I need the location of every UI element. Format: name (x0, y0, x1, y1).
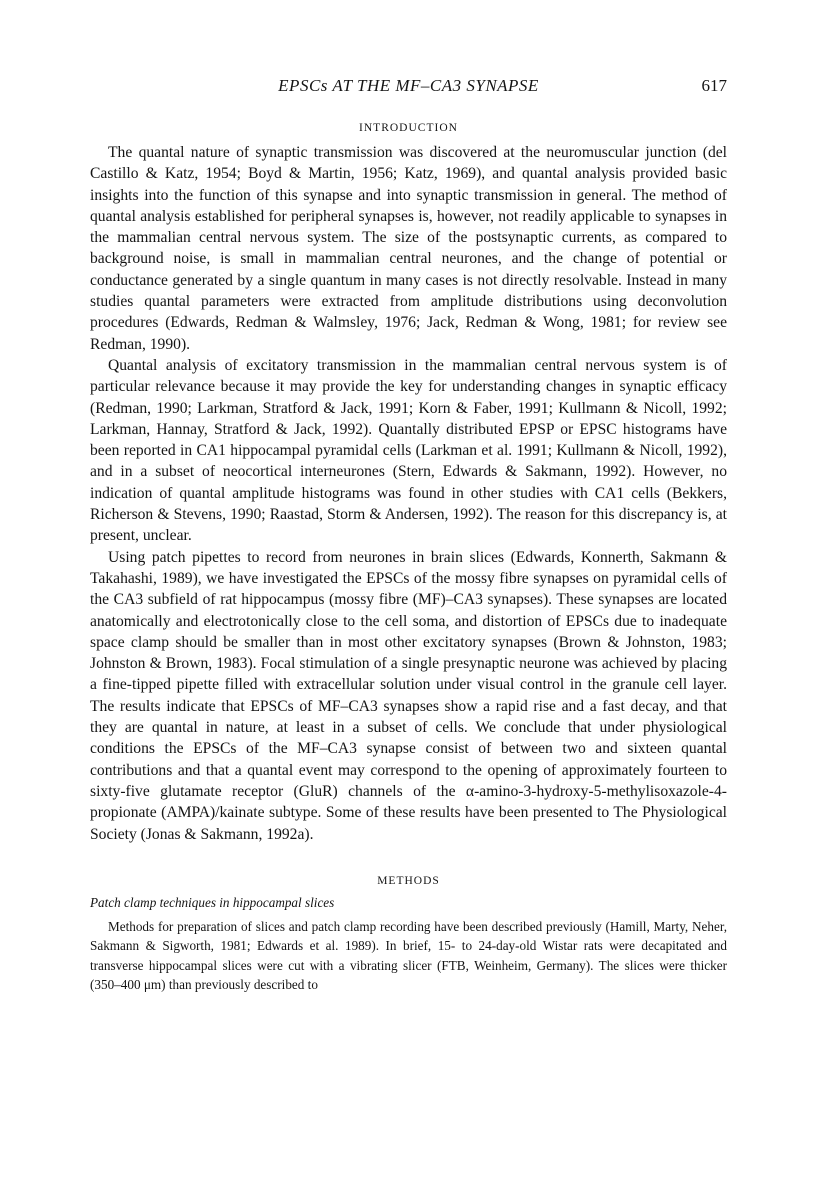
intro-paragraph-3: Using patch pipettes to record from neurones in brain slices (Edwards, Konnerth, Sakmann & Takahashi, 1989), we have investigated the EPSCs of the mossy fibre synapses on pyramidal cells of the CA3 subfield of rat hippocampus (mossy fibre (MF)–CA3 synapses). These synapses are located anatomically and electrotonically close to the cell soma, and distortion of EPSCs due to inadequate space clamp should be smaller than in most other excitatory synapses (Brown & Johnston, 1983; Johnston & Brown, 1983). Focal stimulation of a single presynaptic neurone was achieved by placing a fine-tipped pipette filled with extracellular solution under visual control in the granule cell layer. The results indicate that EPSCs of MF–CA3 synapses show a rapid rise and a fast decay, and that they are quantal in nature, at least in a subset of cells. We conclude that under physiological conditions the EPSCs of the MF–CA3 synapse consist of between two and sixteen quantal contributions and that a quantal event may correspond to the opening of approximately fourteen to sixty-five glutamate receptor (GluR) channels of the α-amino-3-hydroxy-5-methylisoxazole-4-propionate (AMPA)/kainate subtype. Some of these results have been presented to The Physiological Society (Jonas & Sakmann, 1992a). (90, 548, 727, 843)
methods-paragraph: Methods for preparation of slices and patch clamp recording have been described previously (Hamill, Marty, Neher, Sakmann & Sigworth, 1981; Edwards et al. 1989). In brief, 15- to 24-day-old Wistar rats were decapitated and transverse hippocampal slices were cut with a vibrating slicer (FTB, Weinheim, Germany). The slices were thicker (350–400 μm) than previously described to (90, 918, 727, 993)
intro-paragraph-1: The quantal nature of synaptic transmission was discovered at the neuromuscular junction (del Castillo & Katz, 1954; Boyd & Martin, 1956; Katz, 1969), and quantal analysis provided basic insights into the function of this synapse and into synaptic transmission in general. The method of quantal analysis established for peripheral synapses is, however, not readily applicable to synapses in the mammalian central nervous system. The size of the postsynaptic currents, as compared to background noise, is small in mammalian central neurones, and the change of potential or conductance generated by a single quantum in many cases is not directly resolvable. Instead in many studies quantal parameters were extracted from amplitude distributions using deconvolution procedures (Edwards, Redman & Walmsley, 1976; Jack, Redman & Wong, 1981; for review see Redman, 1990). (90, 144, 727, 353)
intro-paragraph-2: Quantal analysis of excitatory transmission in the mammalian central nervous system is of particular relevance because it may provide the key for understanding changes in synaptic efficacy (Redman, 1990; Larkman, Stratford & Jack, 1991; Korn & Faber, 1991; Kullmann & Nicoll, 1992; Larkman, Hannay, Stratford & Jack, 1992). Quantally distributed EPSP or EPSC histograms have been reported in CA1 hippocampal pyramidal cells (Larkman et al. 1991; Kullmann & Nicoll, 1992), and in a subset of neocortical interneurones (Stern, Edwards & Sakmann, 1992). However, no indication of quantal amplitude histograms was found in other studies with CA1 cells (Bekkers, Richerson & Stevens, 1990; Raastad, Storm & Andersen, 1992). The reason for this discrepancy is, at present, unclear. (90, 356, 727, 545)
running-title: EPSCs AT THE MF–CA3 SYNAPSE (278, 76, 539, 95)
page-number: 617 (701, 76, 727, 95)
methods-subheading: Patch clamp techniques in hippocampal slices (90, 894, 335, 910)
journal-page (90, 70, 727, 995)
methods-heading: METHODS (377, 874, 440, 887)
introduction-heading: INTRODUCTION (359, 122, 458, 134)
running-head (90, 70, 727, 100)
